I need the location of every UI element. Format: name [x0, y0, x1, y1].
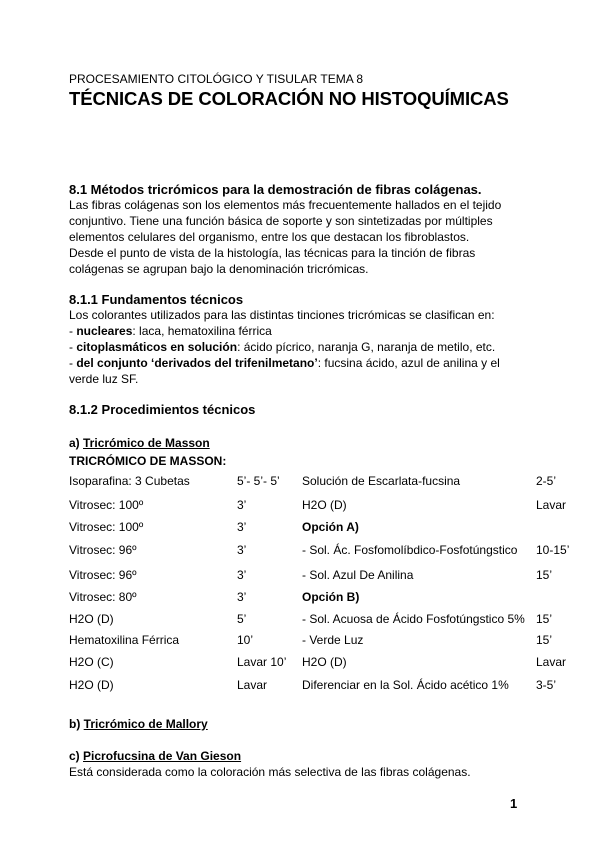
- step2-cell: Solución de Escarlata-fucsina: [302, 474, 461, 488]
- paragraph-line: Desde el punto de vista de la histología, las técnicas para la tinción de fibras: [69, 246, 476, 260]
- masson-table-title: TRICRÓMICO DE MASSON:: [69, 454, 227, 468]
- step2-cell: - Sol. Ác. Fosfomolíbdico-Fosfotúngstico: [302, 543, 518, 557]
- time2-cell: 10-15’: [536, 543, 570, 557]
- section-8-1-1-heading: 8.1.1 Fundamentos técnicos: [69, 292, 244, 307]
- step2-cell: Diferenciar en la Sol. Ácido acético 1%: [302, 678, 509, 692]
- page-number: 1: [510, 796, 518, 811]
- step-cell: Hematoxilina Férrica: [69, 633, 180, 647]
- step2-cell: - Sol. Acuosa de Ácido Fosfotúngstico 5%: [302, 612, 525, 626]
- time-cell: 3’: [237, 590, 247, 604]
- list-item: - del conjunto ‘derivados del trifenilmetano’: fucsina ácido, azul de anilina y el: [69, 356, 500, 370]
- time-cell: 3’: [237, 568, 247, 582]
- time-cell: 5’- 5’- 5’: [237, 474, 280, 488]
- paragraph-line: elementos celulares del organismo, entre los que destacan los fibroblastos.: [69, 230, 470, 244]
- time-cell: 3’: [237, 543, 247, 557]
- paragraph-line: colágenas se agrupan bajo la denominación tricrómicas.: [69, 262, 369, 276]
- page-title: TÉCNICAS DE COLORACIÓN NO HISTOQUÍMICAS: [69, 88, 509, 109]
- list-item: - nucleares: laca, hematoxilina férrica: [69, 324, 272, 338]
- mallory-subheading: b) Tricrómico de Mallory: [69, 717, 208, 731]
- van-gieson-text: Está considerada como la coloración más selectiva de las fibras colágenas.: [69, 765, 471, 779]
- time-cell: Lavar: [237, 678, 268, 692]
- masson-link-label: Tricrómico de Masson: [83, 436, 210, 450]
- time2-cell: 3-5’: [536, 678, 557, 692]
- list-item-term: nucleares: [76, 324, 133, 338]
- list-item-term: citoplasmáticos en solución: [76, 340, 238, 354]
- document-subtitle: PROCESAMIENTO CITOLÓGICO Y TISULAR TEMA 8: [69, 72, 364, 86]
- section-8-1-body: [69, 197, 501, 277]
- section-8-1-1-body: [69, 307, 500, 387]
- step2-cell: H2O (D): [302, 655, 347, 669]
- step-cell: Vitrosec: 100º: [69, 520, 144, 534]
- step-cell: Isoparafina: 3 Cubetas: [69, 474, 190, 488]
- step-cell: H2O (D): [69, 678, 114, 692]
- step2-cell: Opción B): [302, 590, 360, 604]
- mallory-label: Tricrómico de Mallory: [83, 717, 208, 731]
- paragraph-line: verde luz SF.: [69, 372, 139, 386]
- paragraph-line: Los colorantes utilizados para las distintas tinciones tricrómicas se clasifican en:: [69, 308, 495, 322]
- step-cell: Vitrosec: 80º: [69, 590, 137, 604]
- step2-cell: H2O (D): [302, 498, 347, 512]
- step2-cell: - Verde Luz: [302, 633, 364, 647]
- time2-cell: Lavar: [536, 498, 567, 512]
- step-cell: Vitrosec: 96º: [69, 568, 137, 582]
- time-cell: 10’: [237, 633, 254, 647]
- masson-subheading: a) Tricrómico de Masson: [69, 436, 210, 450]
- section-8-1-heading: 8.1 Métodos tricrómicos para la demostración de fibras colágenas.: [69, 182, 482, 197]
- time2-cell: 2-5’: [536, 474, 557, 488]
- time2-cell: Lavar: [536, 655, 567, 669]
- section-8-1-2-heading: 8.1.2 Procedimientos técnicos: [69, 402, 256, 417]
- time2-cell: 15’: [536, 633, 553, 647]
- paragraph-line: conjuntivo. Tiene una función básica de soporte y son sintetizadas por múltiples: [69, 214, 493, 228]
- time2-cell: 15’: [536, 612, 553, 626]
- time-cell: 5’: [237, 612, 247, 626]
- step2-cell: Opción A): [302, 520, 359, 534]
- van-gieson-subheading: c) Picrofucsina de Van Gieson: [69, 749, 242, 763]
- step2-cell: - Sol. Azul De Anilina: [302, 568, 414, 582]
- time-cell: 3’: [237, 498, 247, 512]
- list-item-term: del conjunto ‘derivados del trifenilmetano’: [76, 356, 318, 370]
- list-item: - citoplasmáticos en solución: ácido pícrico, naranja G, naranja de metilo, etc.: [69, 340, 496, 354]
- time2-cell: 15’: [536, 568, 553, 582]
- paragraph-line: Las fibras colágenas son los elementos más frecuentemente hallados en el tejido: [69, 198, 502, 212]
- van-gieson-label: Picrofucsina de Van Gieson: [83, 749, 242, 763]
- step-cell: H2O (C): [69, 655, 114, 669]
- step-cell: Vitrosec: 96º: [69, 543, 137, 557]
- step-cell: Vitrosec: 100º: [69, 498, 144, 512]
- time-cell: Lavar 10’: [237, 655, 287, 669]
- step-cell: H2O (D): [69, 612, 114, 626]
- time-cell: 3’: [237, 520, 247, 534]
